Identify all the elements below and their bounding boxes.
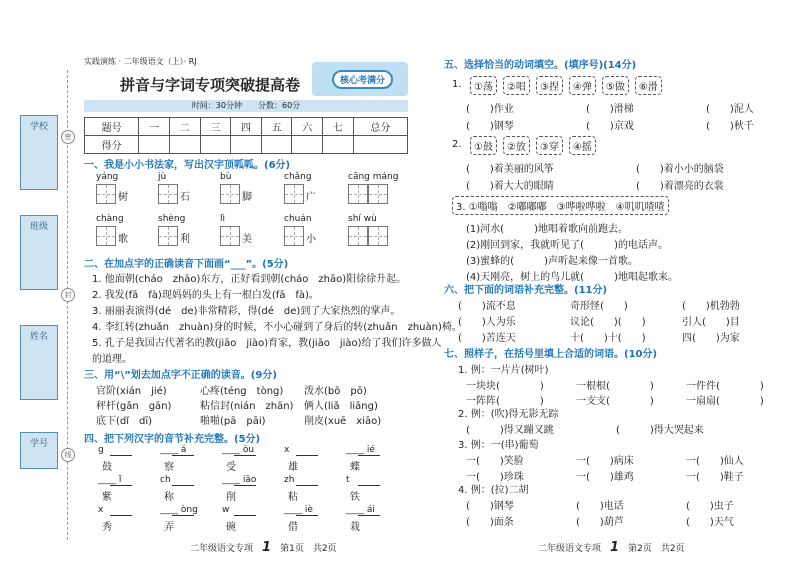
s7-fill-item[interactable]: 一扇扇( ) <box>686 396 764 407</box>
footer-left-label: 二年级语文专项 <box>190 544 254 554</box>
s7-example-2: 2. 例：(吹)得无影无踪 <box>458 409 559 420</box>
syllable-hint: ____ iāo <box>222 475 257 485</box>
s5-item: (1)河水( )地唱着歌向前跑去。 <box>466 224 628 235</box>
series-label: 实践演练 · 二年级语文（上）· RJ <box>84 57 197 66</box>
score-header-cell: 一 <box>139 118 170 136</box>
pinyin-label: chǎng <box>284 172 312 182</box>
s5-options-3 <box>452 196 669 215</box>
syllable-blank[interactable] <box>110 446 132 456</box>
tian-grid[interactable] <box>158 226 198 246</box>
syllable-blank[interactable] <box>234 476 256 486</box>
s7-fill-item[interactable]: 一( )雄鸡 <box>576 472 634 483</box>
syllable-hint: x <box>284 445 290 455</box>
s7-fill-item[interactable]: 一( )病床 <box>576 456 634 467</box>
student-id-label: 学号 <box>29 439 48 449</box>
s5-option: ⑥滑 <box>635 76 662 95</box>
syllable-hint: ____ òu <box>222 445 255 455</box>
given-character: 美 <box>242 234 252 245</box>
page-title: 拼音与字词专项突破提高卷 <box>120 76 301 94</box>
syllable-char: 蝶 <box>350 462 360 473</box>
s5-fill-item[interactable]: ( )泥人 <box>706 104 754 115</box>
s5-option: ④摇 <box>569 136 596 155</box>
score-input-cell[interactable] <box>169 136 200 154</box>
pinyin-label: jù <box>158 172 167 182</box>
s5-option: ②放 <box>503 136 530 155</box>
s2-item: 的道理。 <box>92 354 132 365</box>
syllable-blank[interactable] <box>172 446 194 456</box>
tian-grid[interactable] <box>158 184 198 204</box>
syllable-char: 秀 <box>102 522 112 533</box>
tian-grid[interactable] <box>284 184 324 204</box>
s7-fill-item[interactable]: 一( )珍珠 <box>466 472 524 483</box>
s5-fill-item[interactable]: ( )着漂亮的衣裳 <box>636 181 724 192</box>
s7-fill-item[interactable]: 一根根( ) <box>576 381 654 392</box>
given-character: 广 <box>306 192 316 203</box>
s6-fill-item[interactable]: ( )苦连天 <box>458 333 516 344</box>
s6-fill-item[interactable]: 议论( )( ) <box>570 317 646 328</box>
pinyin-label: shí wù <box>348 214 377 224</box>
given-character: 小 <box>306 234 316 245</box>
school-field[interactable] <box>20 115 58 190</box>
footer-left-number: 1 <box>262 540 272 555</box>
s5-option: ③捏 <box>536 76 563 95</box>
exam-meta: 时间：30分钟 分数：60分 <box>84 100 408 112</box>
s5-option-3: 3. ①嗡嗡 ②嘟嘟嘟 ③哗啦哗啦 ④叽叽喳喳 <box>452 196 669 215</box>
syllable-hint: g <box>98 445 104 455</box>
syllable-char: 栽 <box>350 522 360 533</box>
seal-mark-1: 密 <box>61 130 75 144</box>
s5-fill-item[interactable]: ( )着小小的脑袋 <box>636 164 724 175</box>
school-label: 学校 <box>29 122 48 132</box>
section-7-title: 七、照样子，在括号里填上合适的词语。(10分) <box>444 349 658 360</box>
s3-item: 削皮(xuē xiāo) <box>304 416 382 427</box>
syllable-hint: w <box>222 505 230 515</box>
s5-q1-num: 1. <box>452 79 462 90</box>
seal-mark-2: 封 <box>61 288 75 302</box>
syllable-char: 碗 <box>226 522 236 533</box>
syllable-blank[interactable] <box>296 476 318 486</box>
s2-item: 5. 孔子是我国古代著名的教(jiāo jiào)育家，教(jiāo jiào)给了我们许多做人 <box>92 338 442 349</box>
name-label: 姓名 <box>29 332 48 342</box>
syllable-char: 受 <box>226 462 236 473</box>
tian-grid[interactable] <box>96 226 136 246</box>
s7-fill-item[interactable]: ( )天气 <box>686 517 734 528</box>
s5-fill-item[interactable]: ( )着美丽的风筝 <box>466 164 554 175</box>
score-header-cell: 五 <box>261 118 292 136</box>
student-id-field[interactable] <box>20 432 58 469</box>
s3-item: 泼水(bō pō) <box>304 386 367 397</box>
s5-option: ④弹 <box>569 76 596 95</box>
s3-item: 粘信封(nián zhān) <box>200 401 294 412</box>
score-header-cell: 七 <box>323 118 354 136</box>
syllable-hint: ____ iè <box>284 505 313 515</box>
score-header-cell: 六 <box>292 118 323 136</box>
syllable-char: 弄 <box>164 522 174 533</box>
s5-option: ②唱 <box>503 76 530 95</box>
score-header-cell: 二 <box>169 118 200 136</box>
s3-item: 秤杆(gǎn gān) <box>96 401 172 412</box>
score-input-cell[interactable] <box>292 136 323 154</box>
s7-fill-item[interactable]: ( )虫子 <box>686 501 734 512</box>
s7-example-4: 4. 例：(拉)二胡 <box>458 485 529 496</box>
score-input-cell[interactable] <box>139 136 170 154</box>
syllable-char: 粘 <box>288 492 298 503</box>
score-row-label: 得分 <box>85 136 139 154</box>
s6-fill-item[interactable]: 十( )十( ) <box>570 333 646 344</box>
pinyin-label: yáng <box>96 172 119 182</box>
tian-grid[interactable] <box>348 226 388 246</box>
syllable-hint: ____ ǐ <box>98 475 122 485</box>
syllable-hint: x <box>98 505 104 515</box>
given-character: 树 <box>118 192 128 203</box>
pinyin-label: shèng <box>158 214 186 224</box>
s2-item: 2. 我发(fā fà)现妈妈的头上有一根白发(fā fà)。 <box>92 290 319 301</box>
section-5-title: 五、选择恰当的动词填空。(填序号)(14分) <box>444 60 637 71</box>
syllable-char: 鼓 <box>102 462 112 473</box>
tian-grid[interactable] <box>96 184 136 204</box>
syllable-char: 察 <box>164 462 174 473</box>
s6-fill-item[interactable]: 奇形怪( ) <box>570 301 628 312</box>
section-3-title: 三、用“\”划去加点字不正确的读音。(9分) <box>84 370 277 381</box>
s5-fill-item[interactable]: ( )京戏 <box>586 121 634 132</box>
score-table <box>84 117 408 154</box>
s5-fill-item[interactable]: ( )作业 <box>466 104 514 115</box>
footer-right-number: 1 <box>610 540 620 555</box>
footer-right <box>538 540 685 555</box>
s5-options-1 <box>470 76 662 95</box>
s3-item: 啪啪(pā pāi) <box>200 416 266 427</box>
s2-item: 3. 丽丽表演得(dé de)非常精彩，得(dé de)到了大家热烈的掌声。 <box>92 306 401 317</box>
section-4-title: 四、把下列汉字的音节补充完整。(5分) <box>84 434 261 445</box>
s5-item: (4)天刚亮，树上的鸟儿就( )地唱起歌来。 <box>466 272 678 283</box>
s7-example-1: 1. 例：一片片(树叶) <box>458 365 549 376</box>
class-field[interactable] <box>20 215 58 290</box>
s7-fill-item[interactable]: 一支支( ) <box>576 396 654 407</box>
given-character: 利 <box>180 234 190 245</box>
section-6-title: 六、把下面的词语补充完整。(11分) <box>444 285 608 296</box>
banner-illustration <box>312 62 408 96</box>
pinyin-label: bù <box>220 172 232 182</box>
syllable-char: 借 <box>288 522 298 533</box>
given-character: 石 <box>180 192 190 203</box>
pinyin-label: cāng máng <box>348 172 399 182</box>
s6-fill-item[interactable]: ( )人为乐 <box>458 317 516 328</box>
section-1-title: 一、我是小小书法家，写出汉字顶呱呱。(6分) <box>84 160 291 171</box>
syllable-hint: zh <box>284 475 295 485</box>
syllable-hint: ____ ái <box>346 505 375 515</box>
footer-right-page: 第2页 共2页 <box>628 544 685 554</box>
s7-fill-item[interactable]: 一( )仙人 <box>686 456 744 467</box>
s5-option: ①荡 <box>470 76 497 95</box>
syllable-blank[interactable] <box>234 446 256 456</box>
section-2-title: 二、在加点字的正确读音下面画“___”。(5分) <box>84 259 289 270</box>
syllable-blank[interactable] <box>110 506 132 516</box>
syllable-blank[interactable] <box>296 446 318 456</box>
syllable-char: 削 <box>226 492 236 503</box>
s6-fill-item[interactable]: 引人( )目 <box>682 317 740 328</box>
s7-fill-item[interactable]: 一块块( ) <box>466 381 544 392</box>
s7-example-3: 3. 例：一(串)葡萄 <box>458 440 539 451</box>
syllable-char: 称 <box>164 492 174 503</box>
s3-item: 官阶(xián jié) <box>96 386 167 397</box>
s5-item: (2)刚回到家，我就听见了( )的电话声。 <box>466 240 668 251</box>
syllable-blank[interactable] <box>358 476 380 486</box>
score-header-cell: 三 <box>200 118 231 136</box>
tian-grid[interactable] <box>348 184 388 204</box>
class-label: 班级 <box>29 222 48 232</box>
s3-item: 底下(dǐ dī) <box>96 416 153 427</box>
syllable-hint: ____ òng <box>160 505 198 515</box>
s5-fill-item[interactable]: ( )着大大的眼睛 <box>466 181 554 192</box>
s7-fill-item[interactable]: ( )钢琴 <box>466 501 514 512</box>
footer-left <box>190 540 337 555</box>
name-field[interactable] <box>20 325 58 400</box>
s7-fill-item[interactable]: 一( )鞋子 <box>686 472 744 483</box>
syllable-char: 铁 <box>350 492 360 503</box>
given-character: 歌 <box>118 234 128 245</box>
s2-item: 4. 李红转(zhuǎn zhuàn)身的时候，不小心碰到了身后的转(zhuǎn zhuàn)椅。 <box>92 322 462 333</box>
score-header-cell: 题号 <box>85 118 139 136</box>
s5-option: ③穿 <box>536 136 563 155</box>
s2-item: 1. 他面朝(cháo zhāo)东方，正好看到朝(cháo zhāo)阳徐徐升起。 <box>92 274 407 285</box>
score-input-cell[interactable] <box>261 136 292 154</box>
given-character: 脚 <box>242 192 252 203</box>
s7-fill-item[interactable]: ( )电话 <box>576 501 624 512</box>
tian-grid[interactable] <box>220 184 260 204</box>
syllable-hint: ch <box>160 475 171 485</box>
s7-fill-item[interactable]: ( )得大哭起来 <box>616 425 704 436</box>
score-input-cell[interactable] <box>231 136 262 154</box>
syllable-blank[interactable] <box>110 476 132 486</box>
score-input-cell[interactable] <box>323 136 354 154</box>
s5-item: (3)蜜蜂的( )声听起来像一首歌。 <box>466 256 638 267</box>
s5-fill-item[interactable]: ( )滑梯 <box>586 104 634 115</box>
tian-grid[interactable] <box>284 226 324 246</box>
s3-item: 俩人(liǎ liǎng) <box>304 401 378 412</box>
s5-q2-num: 2. <box>452 139 462 150</box>
s5-options-2 <box>470 136 596 155</box>
syllable-blank[interactable] <box>296 506 318 516</box>
pinyin-label: chuán <box>284 214 312 224</box>
syllable-hint: ____ ié <box>346 445 375 455</box>
s6-fill-item[interactable]: ( )机勃勃 <box>682 301 740 312</box>
score-input-cell[interactable] <box>200 136 231 154</box>
s7-fill-item[interactable]: ( )面条 <box>466 517 514 528</box>
s7-fill-item[interactable]: 一件件( ) <box>686 381 764 392</box>
syllable-char: 雄 <box>288 462 298 473</box>
s7-fill-item[interactable]: ( )葫芦 <box>576 517 624 528</box>
seal-mark-3: 线 <box>61 448 75 462</box>
syllable-blank[interactable] <box>358 446 380 456</box>
s5-option: ①鼓 <box>470 136 497 155</box>
s5-fill-item[interactable]: ( )秋千 <box>706 121 754 132</box>
s3-item: 心疼(téng tòng) <box>200 386 284 397</box>
footer-right-label: 二年级语文专项 <box>538 544 602 554</box>
syllable-char: 紫 <box>102 492 112 503</box>
s7-fill-item[interactable]: 一( )笑脸 <box>466 456 524 467</box>
syllable-blank[interactable] <box>358 506 380 516</box>
s5-option: ⑤做 <box>602 76 629 95</box>
s6-fill-item[interactable]: 四( )为家 <box>682 333 740 344</box>
syllable-hint: t <box>346 475 350 485</box>
syllable-blank[interactable] <box>172 506 194 516</box>
score-header-cell: 四 <box>231 118 262 136</box>
syllable-hint: ____ á <box>160 445 187 455</box>
score-input-cell[interactable] <box>353 136 407 154</box>
s7-fill-item[interactable]: ( )得又蹦又跳 <box>466 425 554 436</box>
s7-fill-item[interactable]: 一阵阵( ) <box>466 396 544 407</box>
score-header-cell: 总分 <box>353 118 407 136</box>
footer-left-page: 第1页 共2页 <box>280 544 337 554</box>
s6-fill-item[interactable]: ( )流不息 <box>458 301 516 312</box>
pinyin-label: chàng <box>96 214 124 224</box>
syllable-blank[interactable] <box>234 506 256 516</box>
badge: 核心考满分 <box>332 70 393 89</box>
pinyin-label: lì <box>220 214 226 224</box>
syllable-blank[interactable] <box>172 476 194 486</box>
tian-grid[interactable] <box>220 226 260 246</box>
s5-fill-item[interactable]: ( )钢琴 <box>466 121 514 132</box>
